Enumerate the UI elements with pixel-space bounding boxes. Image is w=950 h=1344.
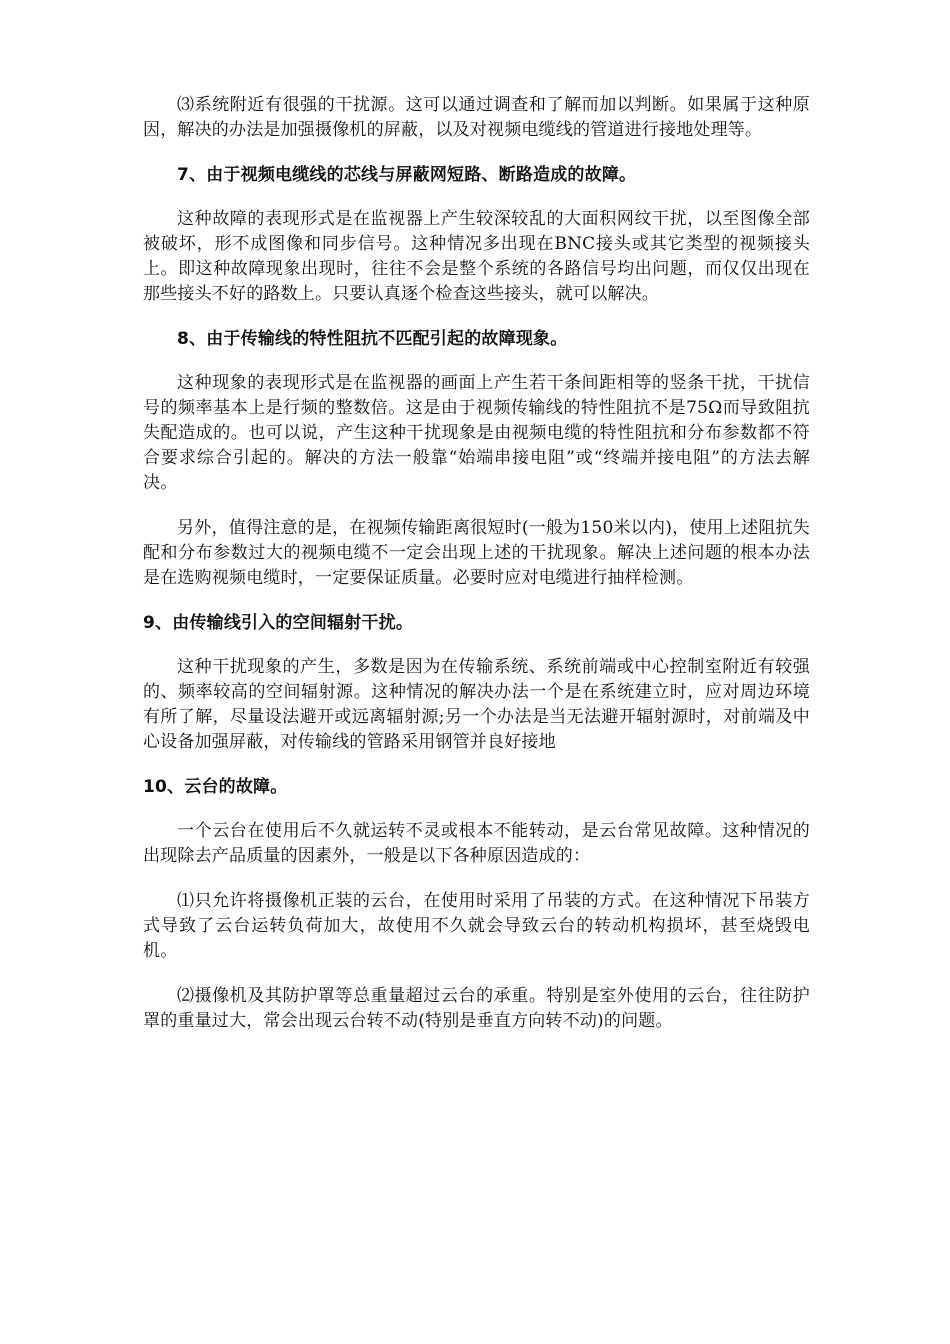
section-heading-8: 8、由于传输线的特性阻抗不匹配引起的故障现象。 [177,329,568,349]
paragraph-section-9: 这种干扰现象的产生，多数是因为在传输系统、系统前端或中心控制室附近有较强的、频率较高的空间辐射源。这种情况的解决办法一个是在系统建立时，应对周边环境有所了解，尽量设法避开或远离辐射源;另一个办法是当无法避开辐射源时，对前端及中心设备加强屏蔽，对传输线的管路采用钢管并良好接地 [143,657,810,752]
paragraph-section-10-item-2: ⑵摄像机及其防护罩等总重量超过云台的承重。特别是室外使用的云台，往往防护罩的重量过大，常会出现云台转不动(特别是垂直方向转不动)的问题。 [143,986,810,1031]
paragraph-gap [143,636,810,655]
paragraph-gap [143,964,810,984]
section-heading-10: 10、云台的故障。 [143,777,288,797]
paragraph-section-8-b: 另外，值得注意的是，在视频传输距离很短时(一般为150米以内)，使用上述阻抗失配和分布参数过大的视频电缆不一定会出现上述的干扰现象。解决上述问题的根本办法是在选购视频电缆时，一定要保证质量。必要时应对电缆进行抽样检测。 [143,518,810,588]
paragraph-section-10: 一个云台在使用后不久就运转不灵或根本不能转动，是云台常见故障。这种情况的出现除去产品质量的因素外，一般是以下各种原因造成的： [143,821,810,866]
paragraph-gap [143,188,810,207]
section-heading-9: 9、由传输线引入的空间辐射干扰。 [143,613,414,633]
paragraph-section-8-a: 这种现象的表现形式是在监视器的画面上产生若干条间距相等的竖条干扰，干扰信号的频率基本上是行频的整数倍。这是由于视频传输线的特性阻抗不是75Ω而导致阻抗失配造成的。也可以说，产生这种干扰现象是由视频电缆的特性阻抗和分布参数都不符合要求综合引起的。解决的方法一般靠“始端串接电阻”或“终端并接电阻”的方法去解决。 [143,373,810,493]
paragraph-section-7: 这种故障的表现形式是在监视器上产生较深较乱的大面积网纹干扰，以至图像全部被破坏，形不成图像和同步信号。这种情况多出现在BNC接头或其它类型的视频接头上。即这种故障现象出现时，往往不会是整个系统的各路信号均出问题，而仅仅出现在那些接头不好的路数上。只要认真逐个检查这些接头，就可以解决。 [143,209,810,304]
section-heading-7: 7、由于视频电缆线的芯线与屏蔽网短路、断路造成的故障。 [177,165,637,185]
paragraph-gap [143,143,810,163]
paragraph-gap [143,800,810,819]
paragraph-gap [143,307,810,327]
paragraph-gap [143,869,810,889]
paragraph-gap [143,591,810,611]
paragraph-gap [143,755,810,775]
paragraph-gap [143,352,810,371]
paragraph-section-10-item-1: ⑴只允许将摄像机正装的云台，在使用时采用了吊装的方式。在这种情况下吊装方式导致了云台运转负荷加大，故使用不久就会导致云台的转动机构损坏，甚至烧毁电机。 [143,891,810,961]
paragraph-gap [143,496,810,516]
document-body [143,93,810,1034]
paragraph-interference-source: ⑶系统附近有很强的干扰源。这可以通过调查和了解而加以判断。如果属于这种原因，解决的办法是加强摄像机的屏蔽，以及对视频电缆线的管道进行接地处理等。 [143,95,810,140]
